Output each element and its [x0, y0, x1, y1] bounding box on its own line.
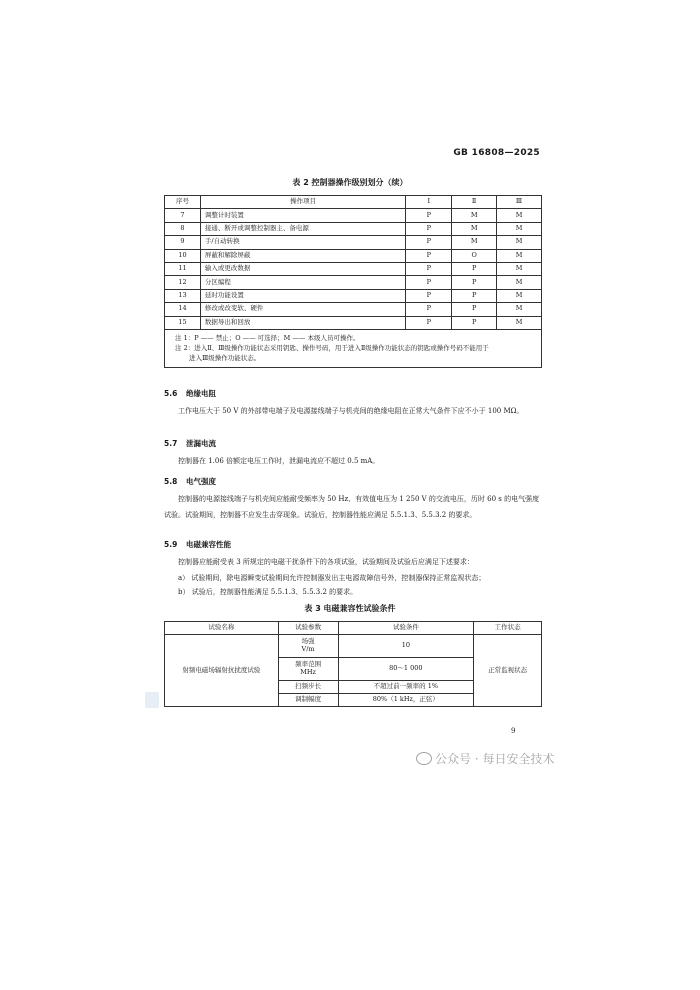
- table-cell: P: [406, 222, 452, 235]
- table-row: [165, 209, 542, 222]
- table-cell: M: [452, 222, 497, 235]
- table-cell: P: [452, 303, 497, 316]
- table-notes-row: [165, 329, 542, 367]
- table-row: [165, 222, 542, 235]
- table-cell: P: [406, 316, 452, 329]
- section-number: 5.8: [164, 477, 178, 486]
- param-unit: MHz: [300, 668, 316, 676]
- table-cell: 11: [165, 262, 201, 275]
- table-cell: P: [406, 236, 452, 249]
- table-header-row: [165, 196, 542, 209]
- param-name: 频率范围: [295, 660, 322, 669]
- table-cell: M: [497, 236, 542, 249]
- param-cell: 调制幅度: [278, 694, 338, 707]
- table-row: [165, 635, 542, 658]
- table-row: [165, 289, 542, 302]
- section-heading-5-8: [164, 476, 216, 487]
- table-header-row: [165, 622, 542, 635]
- table-cell: 手/自动转换: [200, 236, 405, 249]
- table-cell: P: [406, 249, 452, 262]
- table-cell: 13: [165, 289, 201, 302]
- table-cell: M: [497, 289, 542, 302]
- table-cell: P: [452, 262, 497, 275]
- watermark-text: 公众号 · 每日安全技术: [435, 752, 555, 766]
- table-note-2: 注 2：进入Ⅱ、Ⅲ级操作功能状态采用钥匙、操作号码，用于进入Ⅱ级操作功能状态的钥匙或操作号码不能用于: [175, 343, 489, 352]
- table-cell: P: [452, 276, 497, 289]
- section-number: 5.9: [164, 540, 178, 549]
- table-cell: P: [452, 316, 497, 329]
- side-tab-marker: [145, 692, 159, 708]
- table-cell: M: [452, 209, 497, 222]
- table-note-1: 注 1：P —— 禁止；O —— 可选择；M —— 本级人员可操作。: [175, 333, 360, 342]
- section-heading-5-6: [164, 388, 216, 399]
- table-row: [165, 316, 542, 329]
- table-cell: 接通、断开或调整控制器主、备电源: [200, 222, 405, 235]
- condition-cell: 10: [338, 635, 474, 658]
- table-cell: M: [497, 209, 542, 222]
- table-row: [165, 236, 542, 249]
- table-cell: 调整计时装置: [200, 209, 405, 222]
- param-cell: [278, 658, 338, 681]
- table-cell: M: [497, 276, 542, 289]
- column-header: Ⅲ: [497, 196, 542, 209]
- section-heading-5-9: [164, 539, 231, 550]
- table-cell: 屏蔽和解除屏蔽: [200, 249, 405, 262]
- table-cell: M: [497, 262, 542, 275]
- column-header: 操作项目: [200, 196, 405, 209]
- section-number: 5.7: [164, 439, 178, 448]
- table-cell: 15: [165, 316, 201, 329]
- page-number: 9: [511, 727, 516, 735]
- table-cell: 数据导出和回放: [200, 316, 405, 329]
- param-cell: 扫频步长: [278, 681, 338, 694]
- table-cell: 14: [165, 303, 201, 316]
- condition-cell: 不超过前一频率的 1%: [338, 681, 474, 694]
- table-cell: 9: [165, 236, 201, 249]
- work-state-cell: 正常监视状态: [474, 635, 542, 707]
- column-header: Ⅰ: [406, 196, 452, 209]
- param-name: 场强: [301, 637, 315, 646]
- table-cell: 输入或更改数据: [200, 262, 405, 275]
- table-row: [165, 303, 542, 316]
- column-header: 工作状态: [474, 622, 542, 635]
- table-row: [165, 262, 542, 275]
- list-item-a: a） 试验期间，除电源瞬变试验期间允许控制器发出主电源故障信号外，控制器保持正常监视状态；: [178, 574, 486, 582]
- section-title: 电磁兼容性能: [186, 540, 231, 549]
- table-cell: O: [452, 249, 497, 262]
- watermark: [416, 750, 554, 767]
- param-cell: [278, 635, 338, 658]
- table-cell: P: [406, 262, 452, 275]
- table-cell: 修改或改变软、硬件: [200, 303, 405, 316]
- section-heading-5-7: [164, 438, 216, 449]
- test-name-cell: 射频电磁场辐射抗扰度试验: [165, 635, 279, 707]
- param-unit: V/m: [301, 645, 315, 653]
- table-cell: 7: [165, 209, 201, 222]
- table-cell: 10: [165, 249, 201, 262]
- standard-code: GB 16808—2025: [453, 148, 540, 158]
- table-cell: P: [406, 209, 452, 222]
- column-header: 序号: [165, 196, 201, 209]
- table-cell: P: [406, 303, 452, 316]
- section-title: 电气强度: [186, 477, 216, 486]
- table-3: [164, 621, 542, 707]
- table-cell: 12: [165, 276, 201, 289]
- table-cell: M: [497, 249, 542, 262]
- section-5-9-text: 控制器应能耐受表 3 所规定的电磁干扰条件下的各项试验，试验期间及试验后应满足下述要求：: [178, 558, 474, 566]
- column-header: 试验条件: [338, 622, 474, 635]
- section-title: 绝缘电阻: [186, 389, 216, 398]
- table-cell: M: [452, 236, 497, 249]
- wechat-icon: [416, 752, 432, 765]
- section-title: 泄漏电流: [186, 439, 216, 448]
- table-cell: 分区编程: [200, 276, 405, 289]
- section-5-8-text: 控制器的电源接线端子与机壳间应能耐受频率为 50 Hz、有效值电压为 1 250 V 的交流电压，历时 60 s 的电气强度试验。试验期间，控制器不应发生击穿现象。试验后，控制器性能应满足 5.5.1.3、5.5.3.2 的要求。: [164, 495, 540, 519]
- column-header: 试验名称: [165, 622, 279, 635]
- table-cell: M: [497, 316, 542, 329]
- table-row: [165, 249, 542, 262]
- section-5-7-text: 控制器在 1.06 倍额定电压工作时，泄漏电流应不超过 0.5 mA。: [178, 457, 380, 465]
- table-cell: P: [406, 289, 452, 302]
- table-2: [164, 195, 542, 368]
- table-cell: P: [406, 276, 452, 289]
- section-number: 5.6: [164, 389, 178, 398]
- table-cell: 延时功能设置: [200, 289, 405, 302]
- table-cell: M: [497, 222, 542, 235]
- condition-cell: 80～1 000: [338, 658, 474, 681]
- section-5-6-text: 工作电压大于 50 V 的外部带电端子及电源接线端子与机壳间的绝缘电阻在正常大气条件下应不小于 100 MΩ。: [178, 407, 524, 415]
- list-item-b: b） 试验后，控制器性能满足 5.5.1.3、5.5.3.2 的要求。: [178, 588, 358, 596]
- column-header: 试验参数: [278, 622, 338, 635]
- table-note-2-continued: 进入Ⅲ级操作功能状态。: [189, 354, 261, 363]
- table-cell: P: [452, 289, 497, 302]
- table-notes: [165, 329, 542, 367]
- condition-cell: 80%（1 kHz，正弦）: [338, 694, 474, 707]
- table-cell: 8: [165, 222, 201, 235]
- table-cell: M: [497, 303, 542, 316]
- table-3-caption: 表 3 电磁兼容性试验条件: [304, 604, 396, 613]
- table-row: [165, 276, 542, 289]
- table-2-caption: 表 2 控制器操作级别划分（续）: [292, 178, 408, 187]
- column-header: Ⅱ: [452, 196, 497, 209]
